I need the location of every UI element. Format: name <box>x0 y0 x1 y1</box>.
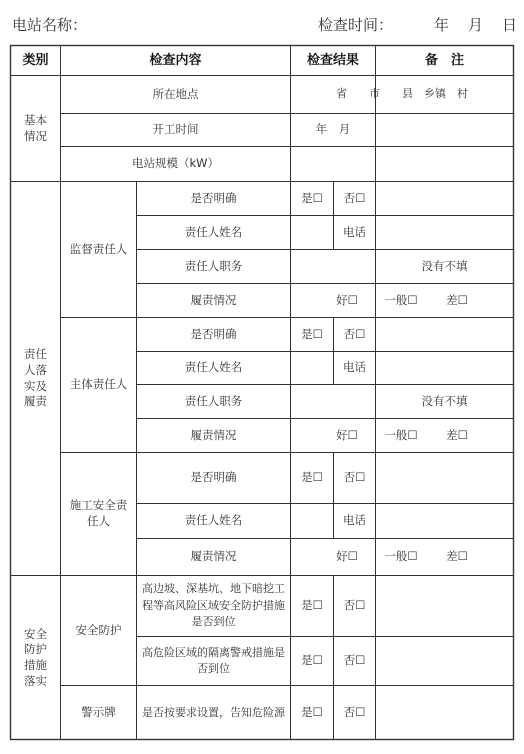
q3-yes-checkbox[interactable]: 是☐ <box>301 705 323 720</box>
safety-responsible-label <box>61 453 136 575</box>
safety-responsible-line: 施工安全责 <box>69 498 128 513</box>
safety-perform-question: 履责情况 <box>190 549 237 564</box>
main-yes-checkbox[interactable]: 是☐ <box>301 326 323 341</box>
category-safety-line: 防护 <box>24 642 47 657</box>
year-label: 年 <box>434 16 450 34</box>
supervisor-no-checkbox[interactable]: 否☐ <box>343 190 366 205</box>
main-responsible-label: 主体责任人 <box>69 377 128 392</box>
category-responsibility-line: 责任 <box>24 347 47 362</box>
safety-phone-label: 电话 <box>343 513 366 528</box>
main-no-checkbox[interactable]: 否☐ <box>343 326 366 341</box>
supervisor-perform-question: 履责情况 <box>190 292 237 307</box>
supervisor-label: 监督责任人 <box>69 241 128 256</box>
header-category: 类别 <box>22 52 49 68</box>
main-phone-label: 电话 <box>343 360 366 375</box>
header-remark: 备 注 <box>424 52 464 68</box>
category-responsibility-line: 履责 <box>24 394 47 409</box>
supervisor-perf-bad-checkbox[interactable]: 差☐ <box>446 292 468 307</box>
main-name-question: 责任人姓名 <box>184 360 243 375</box>
sign-question: 是否按要求设置，告知危险源 <box>142 705 285 719</box>
q2-yes-checkbox[interactable]: 是☐ <box>301 653 323 668</box>
safety-clear-question: 是否明确 <box>190 470 237 485</box>
category-basic <box>11 76 60 181</box>
station-name-label: 电站名称： <box>12 16 88 34</box>
category-responsibility-line: 实及 <box>24 378 47 393</box>
category-safety-line: 落实 <box>24 673 47 688</box>
main-perf-ok-checkbox[interactable]: 一般☐ <box>384 427 418 442</box>
category-responsibility <box>11 182 60 575</box>
check-time-label: 检查时间： <box>318 16 394 34</box>
main-clear-question: 是否明确 <box>190 326 237 341</box>
protection-question-2: 高危险区域的隔离警戒措施是否到位 <box>142 645 285 675</box>
scale-label: 电站规模（kW） <box>131 156 220 171</box>
day-label: 日 <box>502 16 518 34</box>
q1-no-checkbox[interactable]: 否☐ <box>343 598 366 613</box>
header-result: 检查结果 <box>306 52 359 68</box>
header-content: 检查内容 <box>149 52 202 68</box>
main-perf-bad-checkbox[interactable]: 差☐ <box>446 427 468 442</box>
supervisor-position-note: 没有不填 <box>421 258 468 273</box>
location-label: 所在地点 <box>152 86 199 101</box>
category-basic-line: 基本 <box>24 112 47 127</box>
warning-sign-label: 警示牌 <box>81 705 116 720</box>
main-position-question: 责任人职务 <box>184 393 243 408</box>
category-safety <box>11 576 60 740</box>
q2-no-checkbox[interactable]: 否☐ <box>343 653 366 668</box>
safety-perf-bad-checkbox[interactable]: 差☐ <box>446 549 468 564</box>
safety-responsible-line: 任人 <box>87 514 110 528</box>
supervisor-perf-good-checkbox[interactable]: 好☐ <box>336 292 358 307</box>
safety-name-question: 责任人姓名 <box>184 513 243 528</box>
safety-perf-good-checkbox[interactable]: 好☐ <box>336 549 358 564</box>
protection-label: 安全防护 <box>75 622 122 637</box>
supervisor-yes-checkbox[interactable]: 是☐ <box>301 190 323 205</box>
protection-question-1: 高边坡、深基坑、地下暗挖工程等高风险区域安全防护措施是否到位 <box>142 582 285 629</box>
location-value: 省 市 县 乡镇 村 <box>336 87 468 101</box>
supervisor-perf-ok-checkbox[interactable]: 一般☐ <box>384 292 418 307</box>
safety-yes-checkbox[interactable]: 是☐ <box>301 470 323 485</box>
q3-no-checkbox[interactable]: 否☐ <box>343 705 366 720</box>
start-time-value: 年 月 <box>315 122 351 137</box>
supervisor-clear-question: 是否明确 <box>190 190 237 205</box>
main-position-note: 没有不填 <box>421 393 468 408</box>
main-perform-question: 履责情况 <box>190 427 237 442</box>
start-time-label: 开工时间 <box>152 122 199 137</box>
safety-no-checkbox[interactable]: 否☐ <box>343 470 366 485</box>
supervisor-phone-label: 电话 <box>343 224 366 239</box>
month-label: 月 <box>468 16 484 34</box>
supervisor-name-question: 责任人姓名 <box>184 224 243 239</box>
category-basic-line: 情况 <box>24 128 47 143</box>
category-safety-line: 安全 <box>24 626 47 641</box>
category-responsibility-line: 人落 <box>24 362 47 377</box>
main-perf-good-checkbox[interactable]: 好☐ <box>336 427 358 442</box>
category-safety-line: 措施 <box>24 658 47 672</box>
supervisor-position-question: 责任人职务 <box>184 258 243 273</box>
q1-yes-checkbox[interactable]: 是☐ <box>301 598 323 613</box>
safety-perf-ok-checkbox[interactable]: 一般☐ <box>384 549 418 564</box>
